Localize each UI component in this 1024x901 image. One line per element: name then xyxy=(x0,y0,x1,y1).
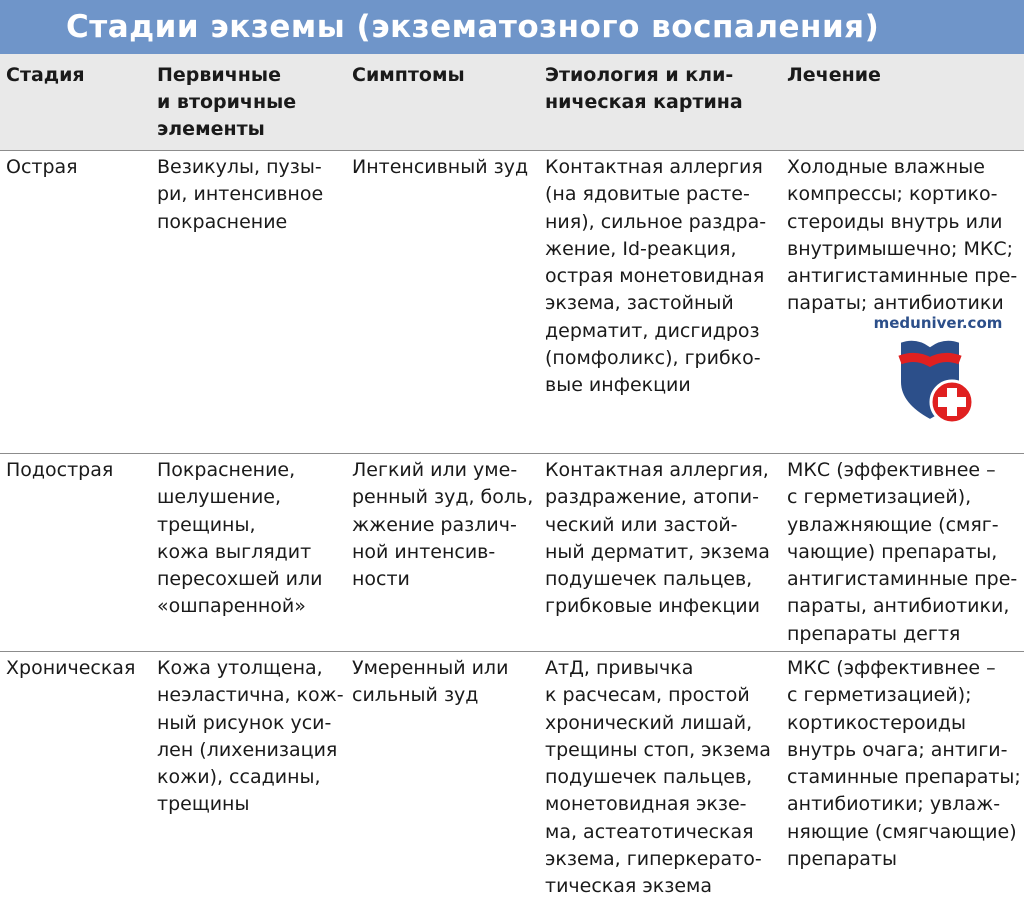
text-line: (помфоликс), грибко- xyxy=(545,347,761,370)
text-line: трещины xyxy=(157,793,250,816)
text-line: кожи), ссадины, xyxy=(157,766,321,789)
title-bar xyxy=(0,0,1024,54)
watermark-logo xyxy=(868,314,1008,424)
text-line: экзема, гиперкерато- xyxy=(545,848,762,871)
text-line: Первичные xyxy=(157,64,281,86)
text-line: препараты xyxy=(787,848,898,871)
table-header-row xyxy=(0,54,1024,151)
text-line: параты, антибиотики, xyxy=(787,595,1010,618)
watermark-text: meduniver.com xyxy=(873,314,1003,332)
text-line: «ошпаренной» xyxy=(157,595,306,618)
text-line: Везикулы, пузы- xyxy=(157,156,322,178)
text-line: шелушение, xyxy=(157,486,282,509)
text-line: лен (лихенизация xyxy=(157,738,338,761)
cell-treatment xyxy=(787,154,1017,318)
text-line: жжение различ- xyxy=(352,513,517,536)
text-line: сильный зуд xyxy=(352,684,479,707)
cell-etiology xyxy=(545,154,766,400)
text-line: ренный зуд, боль, xyxy=(352,486,534,509)
text-line: ный рисунок уси- xyxy=(157,711,332,734)
cell-stage xyxy=(6,154,78,181)
text-line: острая монетовидная xyxy=(545,265,765,288)
text-line: хронический лишай, xyxy=(545,711,753,734)
cell-symptoms xyxy=(352,655,508,710)
text-line: Умеренный или xyxy=(352,657,509,679)
text-line: ния), сильное раздра- xyxy=(545,210,767,233)
text-line: Интенсивный зуд xyxy=(352,156,529,178)
text-line: трещины, xyxy=(157,513,256,536)
text-line: ности xyxy=(352,568,410,591)
text-line: увлажняющие (смяг- xyxy=(787,513,999,536)
text-line: ма, астеатотическая xyxy=(545,820,754,843)
text-line: с герметизацией); xyxy=(787,684,972,707)
cell-symptoms xyxy=(352,457,533,593)
text-line: ный дерматит, экзема xyxy=(545,540,770,563)
text-line: Подострая xyxy=(6,459,114,481)
cell-elements xyxy=(157,457,322,621)
text-line: Кожа утолщена, xyxy=(157,657,323,679)
text-line: дерматит, дисгидроз xyxy=(545,319,760,342)
text-line: кожа выглядит xyxy=(157,540,312,563)
text-line: ной интенсив- xyxy=(352,540,496,563)
cell-etiology xyxy=(545,457,770,621)
cell-elements xyxy=(157,655,344,819)
table-row xyxy=(0,453,1024,652)
text-line: Контактная аллергия, xyxy=(545,459,769,481)
text-line: экзема, застойный xyxy=(545,292,734,315)
text-line: ри, интенсивное xyxy=(157,183,324,206)
text-line: внутримышечно; МКС; xyxy=(787,237,1014,260)
header-stage xyxy=(6,62,85,89)
text-line: подушечек пальцев, xyxy=(545,766,753,789)
text-line: антигистаминные пре- xyxy=(787,568,1018,591)
text-line: антибиотики; увлаж- xyxy=(787,793,1001,816)
text-line: грибковые инфекции xyxy=(545,595,760,618)
text-line: АтД, привычка xyxy=(545,657,694,679)
cell-stage xyxy=(6,655,135,682)
text-line: монетовидная экзе- xyxy=(545,793,747,816)
text-line: Холодные влажные xyxy=(787,156,985,178)
text-line: Лечение xyxy=(787,64,881,86)
text-line: раздражение, атопи- xyxy=(545,486,759,509)
text-line: стероиды внутрь или xyxy=(787,210,1003,233)
text-line: пересохшей или xyxy=(157,568,323,591)
text-line: и вторичные xyxy=(157,91,297,113)
text-line: тическая экзема xyxy=(545,875,713,898)
text-line: Стадия xyxy=(6,64,85,86)
text-line: антигистаминные пре- xyxy=(787,265,1018,288)
cell-treatment xyxy=(787,655,1021,873)
page-title: Стадии экземы (экзематозного воспаления) xyxy=(66,9,880,45)
cell-elements xyxy=(157,154,323,236)
text-line: внутрь очага; антиги- xyxy=(787,738,1008,761)
cell-stage xyxy=(6,457,113,484)
text-line: МКС (эффективнее – xyxy=(787,459,996,481)
text-line: Хроническая xyxy=(6,657,136,679)
text-line: кортикостероиды xyxy=(787,711,967,734)
text-line: Этиология и кли- xyxy=(545,64,734,86)
text-line: стаминные препараты; xyxy=(787,766,1021,789)
header-elements xyxy=(157,62,296,143)
text-line: подушечек пальцев, xyxy=(545,568,753,591)
text-line: жение, Id-реакция, xyxy=(545,237,737,260)
text-line: элементы xyxy=(157,118,265,140)
text-line: Легкий или уме- xyxy=(352,459,518,481)
text-line: няющие (смягчающие) xyxy=(787,820,1017,843)
text-line: МКС (эффективнее – xyxy=(787,657,996,679)
text-line: покраснение xyxy=(157,210,288,233)
text-line: чающие) препараты, xyxy=(787,540,998,563)
text-line: с герметизацией), xyxy=(787,486,972,509)
text-line: Контактная аллергия xyxy=(545,156,763,178)
text-line: Симптомы xyxy=(352,64,465,86)
header-etiology xyxy=(545,62,743,116)
text-line: Острая xyxy=(6,156,78,178)
text-line: параты; антибиотики xyxy=(787,292,1004,315)
cell-symptoms xyxy=(352,154,528,181)
text-line: к расчесам, простой xyxy=(545,684,750,707)
text-line: неэластична, кож- xyxy=(157,684,344,707)
text-line: компрессы; кортико- xyxy=(787,183,998,206)
text-line: ческий или застой- xyxy=(545,513,738,536)
cell-etiology xyxy=(545,655,771,901)
table-row xyxy=(0,651,1024,898)
medical-cross-shield-icon xyxy=(896,332,980,424)
cell-treatment xyxy=(787,457,1017,648)
text-line: (на ядовитые расте- xyxy=(545,183,750,206)
header-symptoms xyxy=(352,62,465,89)
text-line: Покраснение, xyxy=(157,459,296,481)
text-line: вые инфекции xyxy=(545,374,691,397)
header-treatment xyxy=(787,62,881,89)
text-line: препараты дегтя xyxy=(787,622,961,645)
text-line: трещины стоп, экзема xyxy=(545,738,771,761)
text-line: ническая картина xyxy=(545,91,743,113)
